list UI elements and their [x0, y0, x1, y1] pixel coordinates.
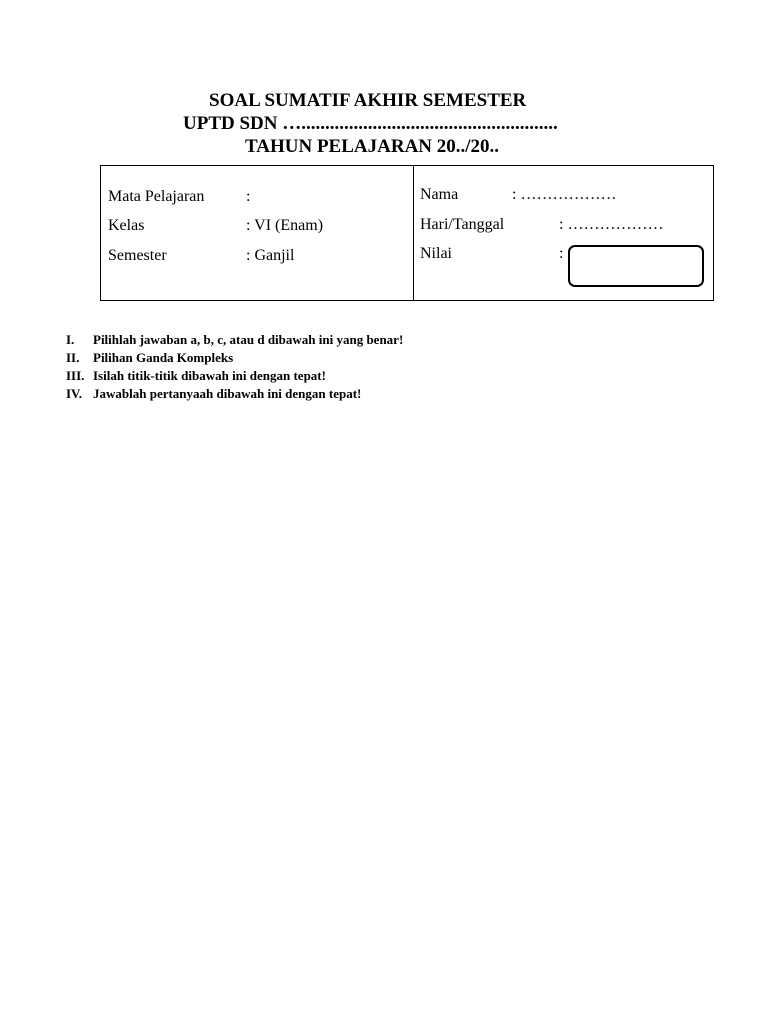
school-name: UPTD SDN …......................................................	[183, 113, 558, 134]
class-label: Kelas	[108, 217, 145, 234]
exam-title: SOAL SUMATIF AKHIR SEMESTER	[209, 90, 527, 111]
date-value: : ………………	[559, 216, 664, 233]
class-value: : VI (Enam)	[246, 217, 324, 234]
name-value: : ………………	[512, 186, 617, 203]
score-label: Nilai	[420, 245, 452, 262]
student-info-table	[100, 165, 714, 301]
instruction-text: Pilihlah jawaban a, b, c, atau d dibawah ini yang benar!	[93, 332, 404, 347]
instruction-text: Pilihan Ganda Kompleks	[93, 350, 234, 365]
instruction-number: IV.	[66, 386, 83, 401]
score-colon: :	[559, 245, 564, 262]
instruction-number: III.	[66, 368, 85, 383]
academic-year: TAHUN PELAJARAN 20../20..	[245, 136, 500, 157]
name-label: Nama	[420, 186, 459, 203]
table-divider	[413, 166, 414, 300]
semester-value: : Ganjil	[246, 247, 295, 264]
instruction-text: Jawablah pertanyaah dibawah ini dengan tepat!	[93, 386, 362, 401]
date-label: Hari/Tanggal	[420, 216, 505, 233]
instruction-number: I.	[66, 332, 75, 347]
score-box	[568, 245, 704, 287]
subject-label: Mata Pelajaran	[108, 188, 205, 205]
instruction-text: Isilah titik-titik dibawah ini dengan tepat!	[93, 368, 326, 383]
subject-value: :	[246, 188, 251, 205]
semester-label: Semester	[108, 247, 167, 264]
instruction-number: II.	[66, 350, 80, 365]
